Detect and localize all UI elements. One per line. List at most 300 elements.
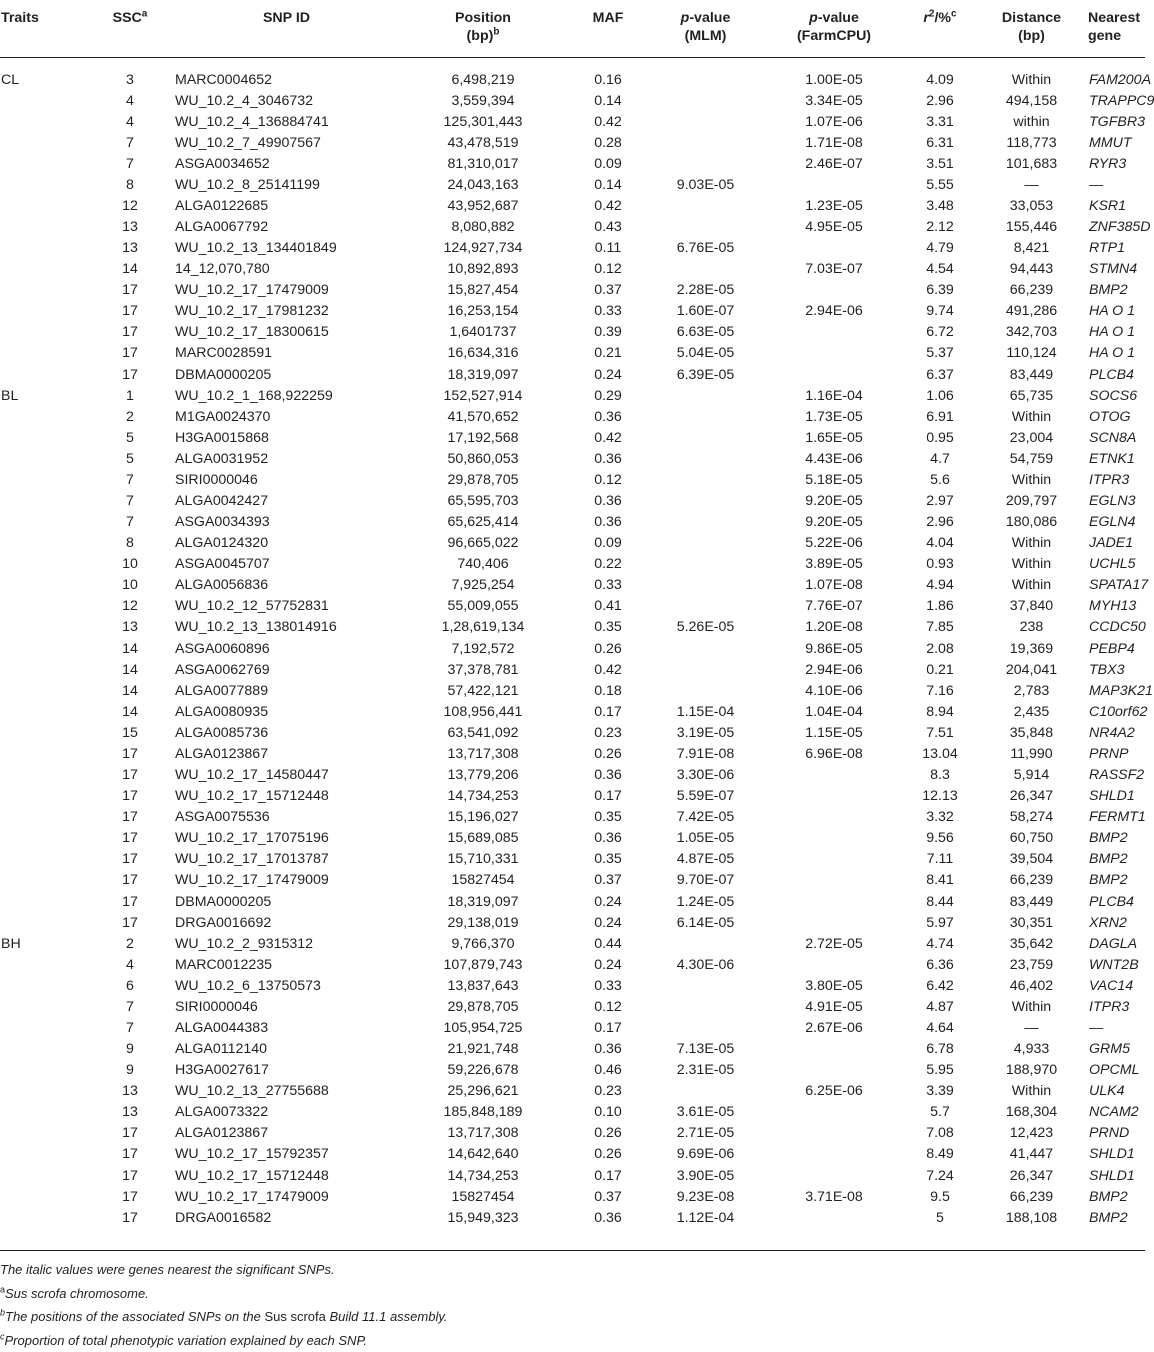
table-row (0, 1144, 1145, 1165)
cell-trait (0, 913, 85, 934)
cell-maf: 0.17 (568, 1018, 648, 1039)
cell-trait (0, 786, 85, 807)
cell-maf: 0.43 (568, 217, 648, 238)
table-row (0, 976, 1145, 997)
cell-maf: 0.12 (568, 259, 648, 280)
cell-snp-id: ALGA0123867 (175, 1123, 398, 1144)
cell-pvalue-farmcpu: 3.71E-08 (763, 1187, 905, 1208)
cell-r2: 1.86 (905, 596, 975, 617)
cell-pvalue-mlm (648, 407, 763, 428)
cell-ssc: 17 (85, 891, 175, 912)
cell-pvalue-farmcpu: 9.86E-05 (763, 639, 905, 660)
cell-maf: 0.10 (568, 1102, 648, 1123)
cell-nearest-gene: RASSF2 (1088, 765, 1145, 786)
table-row (0, 470, 1145, 491)
cell-distance: 65,735 (975, 386, 1088, 407)
cell-trait (0, 133, 85, 154)
cell-trait (0, 1208, 85, 1229)
cell-pvalue-farmcpu: 1.65E-05 (763, 428, 905, 449)
table-row (0, 428, 1145, 449)
cell-ssc: 17 (85, 1165, 175, 1186)
cell-distance: Within (975, 57, 1088, 91)
cell-pvalue-mlm: 5.04E-05 (648, 343, 763, 364)
cell-ssc: 17 (85, 870, 175, 891)
cell-pvalue-farmcpu: 4.95E-05 (763, 217, 905, 238)
cell-maf: 0.17 (568, 786, 648, 807)
cell-r2: 9.74 (905, 301, 975, 322)
cell-maf: 0.23 (568, 723, 648, 744)
cell-pvalue-mlm (648, 660, 763, 681)
cell-r2: 2.97 (905, 491, 975, 512)
cell-nearest-gene: NR4A2 (1088, 723, 1145, 744)
cell-position: 13,717,308 (398, 1123, 568, 1144)
cell-r2: 5 (905, 1208, 975, 1229)
cell-pvalue-mlm (648, 91, 763, 112)
cell-ssc: 7 (85, 1018, 175, 1039)
cell-snp-id: ALGA0073322 (175, 1102, 398, 1123)
cell-r2: 2.12 (905, 217, 975, 238)
cell-distance: — (975, 175, 1088, 196)
cell-distance: Within (975, 554, 1088, 575)
cell-maf: 0.26 (568, 744, 648, 765)
cell-trait (0, 470, 85, 491)
cell-snp-id: ALGA0031952 (175, 449, 398, 470)
cell-pvalue-farmcpu (763, 322, 905, 343)
cell-ssc: 2 (85, 407, 175, 428)
cell-distance: — (975, 1018, 1088, 1039)
cell-distance: 54,759 (975, 449, 1088, 470)
cell-ssc: 17 (85, 280, 175, 301)
cell-nearest-gene: TBX3 (1088, 660, 1145, 681)
cell-r2: 3.51 (905, 154, 975, 175)
cell-ssc: 9 (85, 1060, 175, 1081)
cell-position: 10,892,893 (398, 259, 568, 280)
cell-trait (0, 449, 85, 470)
cell-pvalue-mlm (648, 1018, 763, 1039)
cell-ssc: 14 (85, 639, 175, 660)
cell-trait (0, 807, 85, 828)
cell-ssc: 13 (85, 1081, 175, 1102)
cell-trait (0, 280, 85, 301)
cell-snp-id: ASGA0062769 (175, 660, 398, 681)
cell-snp-id: M1GA0024370 (175, 407, 398, 428)
cell-trait (0, 1165, 85, 1186)
cell-nearest-gene: EGLN4 (1088, 512, 1145, 533)
cell-r2: 5.7 (905, 1102, 975, 1123)
cell-maf: 0.37 (568, 280, 648, 301)
cell-r2: 7.85 (905, 617, 975, 638)
cell-nearest-gene: ETNK1 (1088, 449, 1145, 470)
header-traits: Traits (0, 4, 85, 57)
cell-pvalue-mlm (648, 554, 763, 575)
cell-nearest-gene: RTP1 (1088, 238, 1145, 259)
cell-position: 25,296,621 (398, 1081, 568, 1102)
cell-snp-id: WU_10.2_17_18300615 (175, 322, 398, 343)
cell-maf: 0.36 (568, 1208, 648, 1229)
table-row (0, 1018, 1145, 1039)
cell-position: 105,954,725 (398, 1018, 568, 1039)
cell-pvalue-farmcpu (763, 828, 905, 849)
cell-ssc: 17 (85, 1208, 175, 1229)
cell-r2: 5.95 (905, 1060, 975, 1081)
cell-snp-id: ASGA0075536 (175, 807, 398, 828)
cell-trait (0, 259, 85, 280)
cell-nearest-gene: KSR1 (1088, 196, 1145, 217)
cell-ssc: 7 (85, 154, 175, 175)
cell-pvalue-mlm: 3.61E-05 (648, 1102, 763, 1123)
cell-pvalue-farmcpu (763, 1123, 905, 1144)
cell-position: 125,301,443 (398, 112, 568, 133)
cell-pvalue-mlm: 7.42E-05 (648, 807, 763, 828)
table-body (0, 57, 1145, 1229)
cell-snp-id: WU_10.2_4_3046732 (175, 91, 398, 112)
cell-nearest-gene: PLCB4 (1088, 891, 1145, 912)
cell-pvalue-farmcpu (763, 870, 905, 891)
cell-pvalue-farmcpu: 3.34E-05 (763, 91, 905, 112)
cell-trait (0, 617, 85, 638)
cell-r2: 12.13 (905, 786, 975, 807)
cell-ssc: 14 (85, 681, 175, 702)
cell-r2: 6.37 (905, 365, 975, 386)
cell-trait (0, 765, 85, 786)
cell-pvalue-farmcpu (763, 280, 905, 301)
cell-position: 15,196,027 (398, 807, 568, 828)
table-row (0, 322, 1145, 343)
cell-distance: 60,750 (975, 828, 1088, 849)
cell-distance: 118,773 (975, 133, 1088, 154)
cell-ssc: 17 (85, 828, 175, 849)
cell-maf: 0.33 (568, 301, 648, 322)
cell-position: 81,310,017 (398, 154, 568, 175)
table-row (0, 196, 1145, 217)
cell-trait: BH (0, 934, 85, 955)
cell-position: 16,634,316 (398, 343, 568, 364)
cell-trait (0, 533, 85, 554)
cell-pvalue-farmcpu: 2.46E-07 (763, 154, 905, 175)
table-row (0, 343, 1145, 364)
cell-nearest-gene: TRAPPC9 (1088, 91, 1145, 112)
cell-nearest-gene: VAC14 (1088, 976, 1145, 997)
snp-table (0, 4, 1145, 1229)
cell-trait (0, 1039, 85, 1060)
table-row (0, 702, 1145, 723)
cell-r2: 7.11 (905, 849, 975, 870)
cell-position: 7,192,572 (398, 639, 568, 660)
cell-snp-id: WU_10.2_1_168,922259 (175, 386, 398, 407)
cell-pvalue-mlm: 4.30E-06 (648, 955, 763, 976)
cell-distance: 5,914 (975, 765, 1088, 786)
table-row (0, 828, 1145, 849)
table-row (0, 407, 1145, 428)
cell-trait (0, 343, 85, 364)
cell-nearest-gene: SHLD1 (1088, 786, 1145, 807)
cell-pvalue-farmcpu: 6.25E-06 (763, 1081, 905, 1102)
cell-snp-id: WU_10.2_7_49907567 (175, 133, 398, 154)
cell-ssc: 17 (85, 1187, 175, 1208)
cell-snp-id: WU_10.2_17_15792357 (175, 1144, 398, 1165)
cell-nearest-gene: SOCS6 (1088, 386, 1145, 407)
cell-nearest-gene: PEBP4 (1088, 639, 1145, 660)
cell-pvalue-mlm (648, 596, 763, 617)
cell-snp-id: ALGA0123867 (175, 744, 398, 765)
cell-trait (0, 407, 85, 428)
cell-r2: 4.64 (905, 1018, 975, 1039)
cell-ssc: 17 (85, 807, 175, 828)
table-row (0, 512, 1145, 533)
cell-pvalue-farmcpu: 2.94E-06 (763, 301, 905, 322)
cell-maf: 0.22 (568, 554, 648, 575)
cell-pvalue-mlm: 7.91E-08 (648, 744, 763, 765)
cell-position: 15,710,331 (398, 849, 568, 870)
cell-pvalue-farmcpu: 1.73E-05 (763, 407, 905, 428)
cell-pvalue-farmcpu (763, 913, 905, 934)
table-row (0, 1123, 1145, 1144)
cell-maf: 0.26 (568, 1144, 648, 1165)
table-row (0, 681, 1145, 702)
cell-snp-id: DRGA0016582 (175, 1208, 398, 1229)
cell-distance: 168,304 (975, 1102, 1088, 1123)
cell-position: 43,478,519 (398, 133, 568, 154)
cell-ssc: 14 (85, 259, 175, 280)
cell-trait (0, 112, 85, 133)
cell-trait (0, 175, 85, 196)
header-distance: Distance (bp) (975, 4, 1088, 57)
table-row (0, 386, 1145, 407)
cell-nearest-gene: ZNF385D (1088, 217, 1145, 238)
cell-pvalue-mlm (648, 934, 763, 955)
cell-nearest-gene: MAP3K21 (1088, 681, 1145, 702)
cell-nearest-gene: ITPR3 (1088, 997, 1145, 1018)
cell-nearest-gene: WNT2B (1088, 955, 1145, 976)
cell-distance: Within (975, 470, 1088, 491)
cell-trait (0, 91, 85, 112)
cell-position: 96,665,022 (398, 533, 568, 554)
cell-trait (0, 1060, 85, 1081)
cell-r2: 5.37 (905, 343, 975, 364)
cell-pvalue-farmcpu (763, 786, 905, 807)
cell-distance: 491,286 (975, 301, 1088, 322)
cell-trait (0, 575, 85, 596)
cell-r2: 2.96 (905, 91, 975, 112)
cell-ssc: 17 (85, 786, 175, 807)
cell-maf: 0.24 (568, 365, 648, 386)
cell-pvalue-farmcpu: 9.20E-05 (763, 512, 905, 533)
header-pvalue-mlm: p-value (MLM) (648, 4, 763, 57)
cell-position: 55,009,055 (398, 596, 568, 617)
cell-nearest-gene: BMP2 (1088, 828, 1145, 849)
cell-maf: 0.16 (568, 57, 648, 91)
cell-r2: 0.93 (905, 554, 975, 575)
cell-pvalue-mlm (648, 470, 763, 491)
cell-pvalue-mlm (648, 1081, 763, 1102)
cell-maf: 0.09 (568, 533, 648, 554)
cell-pvalue-mlm (648, 575, 763, 596)
cell-pvalue-mlm (648, 386, 763, 407)
cell-distance: 204,041 (975, 660, 1088, 681)
cell-trait (0, 681, 85, 702)
cell-position: 65,595,703 (398, 491, 568, 512)
cell-pvalue-mlm: 9.69E-06 (648, 1144, 763, 1165)
cell-trait (0, 744, 85, 765)
table-row (0, 596, 1145, 617)
cell-trait (0, 1123, 85, 1144)
cell-r2: 3.48 (905, 196, 975, 217)
cell-position: 24,043,163 (398, 175, 568, 196)
cell-snp-id: MARC0004652 (175, 57, 398, 91)
cell-pvalue-mlm: 1.15E-04 (648, 702, 763, 723)
header-pvalue-farmcpu: p-value (FarmCPU) (763, 4, 905, 57)
cell-position: 740,406 (398, 554, 568, 575)
cell-ssc: 12 (85, 596, 175, 617)
cell-nearest-gene: PRNP (1088, 744, 1145, 765)
cell-ssc: 4 (85, 112, 175, 133)
cell-snp-id: DBMA0000205 (175, 891, 398, 912)
cell-snp-id: WU_10.2_4_136884741 (175, 112, 398, 133)
cell-trait (0, 1187, 85, 1208)
table-row (0, 1208, 1145, 1229)
cell-pvalue-mlm: 1.60E-07 (648, 301, 763, 322)
cell-nearest-gene: SPATA17 (1088, 575, 1145, 596)
cell-pvalue-farmcpu (763, 1102, 905, 1123)
cell-position: 13,837,643 (398, 976, 568, 997)
table-row (0, 1060, 1145, 1081)
cell-r2: 3.39 (905, 1081, 975, 1102)
cell-ssc: 13 (85, 1102, 175, 1123)
cell-pvalue-mlm (648, 57, 763, 91)
cell-position: 29,878,705 (398, 997, 568, 1018)
cell-pvalue-farmcpu (763, 1208, 905, 1229)
cell-r2: 7.24 (905, 1165, 975, 1186)
cell-pvalue-mlm (648, 428, 763, 449)
table-row (0, 280, 1145, 301)
cell-position: 15827454 (398, 1187, 568, 1208)
table-row (0, 57, 1145, 91)
cell-snp-id: WU_10.2_13_134401849 (175, 238, 398, 259)
cell-snp-id: 14_12,070,780 (175, 259, 398, 280)
cell-trait (0, 554, 85, 575)
cell-ssc: 9 (85, 1039, 175, 1060)
table-row (0, 617, 1145, 638)
cell-ssc: 1 (85, 386, 175, 407)
cell-ssc: 17 (85, 744, 175, 765)
cell-maf: 0.26 (568, 639, 648, 660)
cell-distance: 39,504 (975, 849, 1088, 870)
cell-pvalue-farmcpu: 4.43E-06 (763, 449, 905, 470)
cell-position: 43,952,687 (398, 196, 568, 217)
cell-pvalue-mlm: 6.39E-05 (648, 365, 763, 386)
header-r2: $r^2/\%^c$ (905, 4, 975, 57)
cell-snp-id: DBMA0000205 (175, 365, 398, 386)
cell-nearest-gene: SCN8A (1088, 428, 1145, 449)
cell-pvalue-mlm (648, 217, 763, 238)
cell-r2: 7.08 (905, 1123, 975, 1144)
cell-distance: 12,423 (975, 1123, 1088, 1144)
cell-maf: 0.12 (568, 997, 648, 1018)
cell-r2: 6.72 (905, 322, 975, 343)
cell-maf: 0.14 (568, 91, 648, 112)
cell-maf: 0.36 (568, 407, 648, 428)
cell-pvalue-farmcpu: 1.04E-04 (763, 702, 905, 723)
cell-trait (0, 1081, 85, 1102)
cell-pvalue-farmcpu (763, 849, 905, 870)
cell-position: 14,642,640 (398, 1144, 568, 1165)
cell-ssc: 17 (85, 849, 175, 870)
cell-trait (0, 512, 85, 533)
cell-maf: 0.36 (568, 449, 648, 470)
cell-distance: 2,435 (975, 702, 1088, 723)
cell-maf: 0.44 (568, 934, 648, 955)
cell-maf: 0.33 (568, 575, 648, 596)
cell-pvalue-mlm: 2.71E-05 (648, 1123, 763, 1144)
cell-maf: 0.12 (568, 470, 648, 491)
cell-maf: 0.35 (568, 849, 648, 870)
cell-distance: 23,759 (975, 955, 1088, 976)
cell-nearest-gene: GRM5 (1088, 1039, 1145, 1060)
footnote-c: $^c$Proportion of total phenotypic variation explained by each SNP. (0, 1329, 448, 1352)
cell-position: 18,319,097 (398, 365, 568, 386)
cell-pvalue-mlm: 9.03E-05 (648, 175, 763, 196)
cell-distance: 4,933 (975, 1039, 1088, 1060)
cell-r2: 8.94 (905, 702, 975, 723)
table-row (0, 870, 1145, 891)
cell-maf: 0.24 (568, 891, 648, 912)
cell-position: 7,925,254 (398, 575, 568, 596)
cell-r2: 4.09 (905, 57, 975, 91)
cell-nearest-gene: MYH13 (1088, 596, 1145, 617)
cell-r2: 0.21 (905, 660, 975, 681)
cell-ssc: 3 (85, 57, 175, 91)
cell-ssc: 14 (85, 660, 175, 681)
cell-ssc: 15 (85, 723, 175, 744)
cell-pvalue-farmcpu (763, 891, 905, 912)
cell-distance: 494,158 (975, 91, 1088, 112)
cell-pvalue-mlm: 5.59E-07 (648, 786, 763, 807)
cell-distance: 83,449 (975, 891, 1088, 912)
cell-pvalue-farmcpu: 1.07E-08 (763, 575, 905, 596)
cell-ssc: 17 (85, 365, 175, 386)
cell-trait (0, 196, 85, 217)
cell-ssc: 14 (85, 702, 175, 723)
cell-snp-id: ALGA0042427 (175, 491, 398, 512)
cell-distance: 101,683 (975, 154, 1088, 175)
cell-maf: 0.41 (568, 596, 648, 617)
cell-position: 63,541,092 (398, 723, 568, 744)
cell-trait (0, 217, 85, 238)
cell-position: 107,879,743 (398, 955, 568, 976)
cell-nearest-gene: JADE1 (1088, 533, 1145, 554)
cell-snp-id: ALGA0112140 (175, 1039, 398, 1060)
cell-position: 37,378,781 (398, 660, 568, 681)
cell-nearest-gene: BMP2 (1088, 1208, 1145, 1229)
cell-maf: 0.35 (568, 807, 648, 828)
cell-nearest-gene: STMN4 (1088, 259, 1145, 280)
cell-snp-id: WU_10.2_17_17479009 (175, 870, 398, 891)
cell-r2: 4.54 (905, 259, 975, 280)
cell-distance: 23,004 (975, 428, 1088, 449)
cell-snp-id: ASGA0034652 (175, 154, 398, 175)
cell-r2: 5.55 (905, 175, 975, 196)
table-row (0, 175, 1145, 196)
cell-ssc: 7 (85, 491, 175, 512)
cell-snp-id: MARC0012235 (175, 955, 398, 976)
cell-distance: Within (975, 997, 1088, 1018)
table-row (0, 849, 1145, 870)
cell-nearest-gene: TGFBR3 (1088, 112, 1145, 133)
footnote-b: $^b$The positions of the associated SNPs on the Sus scrofa Build 11.1 assembly. (0, 1305, 448, 1329)
footnote-a: $^a$Sus scrofa chromosome. (0, 1282, 448, 1306)
cell-snp-id: ASGA0060896 (175, 639, 398, 660)
cell-pvalue-farmcpu: 9.20E-05 (763, 491, 905, 512)
